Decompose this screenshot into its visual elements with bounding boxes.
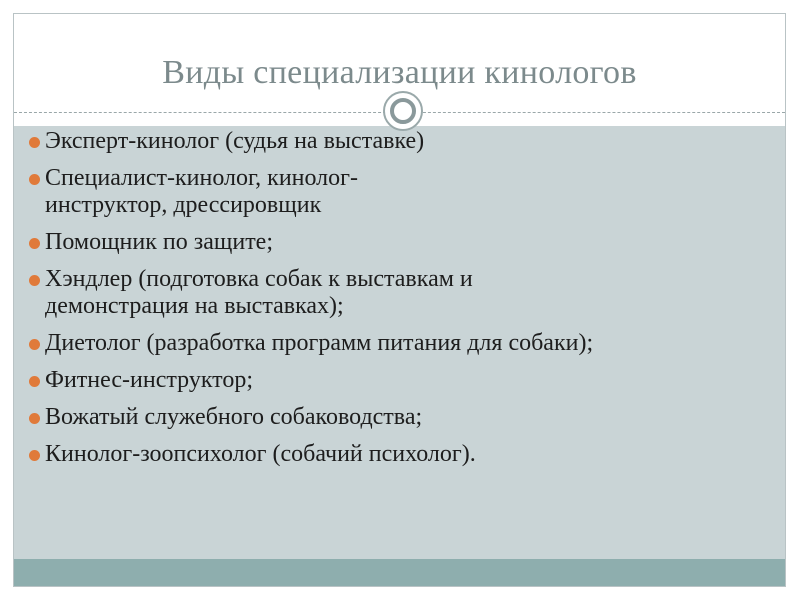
list-item (14, 128, 754, 155)
list-item (14, 266, 754, 320)
list-item-text: Эксперт-кинолог (судья на выставке) (45, 128, 425, 154)
list-item-text: Фитнес-инструктор; (45, 367, 254, 393)
bullet-icon (29, 450, 40, 461)
list-item-text: Специалист-кинолог, кинолог- инструктор, дрессировщик (45, 165, 358, 218)
bullet-icon (29, 339, 40, 350)
list-item (14, 229, 754, 256)
bullet-icon (29, 413, 40, 424)
circle-ornament-icon (383, 91, 423, 131)
list-item-text: Диетолог (разработка программ питания для собаки); (45, 330, 594, 356)
footer-bar (14, 559, 785, 586)
list-item (14, 367, 754, 394)
bullet-icon (29, 275, 40, 286)
list-item (14, 165, 754, 219)
bullet-icon (29, 238, 40, 249)
list-item (14, 441, 754, 468)
bullet-icon (29, 174, 40, 185)
list-item (14, 330, 754, 357)
circle-ornament-inner (390, 98, 416, 124)
list-item-text: Хэндлер (подготовка собак к выставкам и демонстрация на выставках); (45, 266, 473, 319)
bullet-icon (29, 137, 40, 148)
slide-title: Виды специализации кинологов (162, 54, 637, 91)
bullet-icon (29, 376, 40, 387)
list-item-text: Вожатый служебного собаководства; (45, 404, 423, 430)
list-item (14, 404, 754, 431)
list-item-text: Помощник по защите; (45, 229, 273, 255)
list-item-text: Кинолог-зоопсихолог (собачий психолог). (45, 441, 476, 467)
bullet-list (14, 128, 754, 478)
